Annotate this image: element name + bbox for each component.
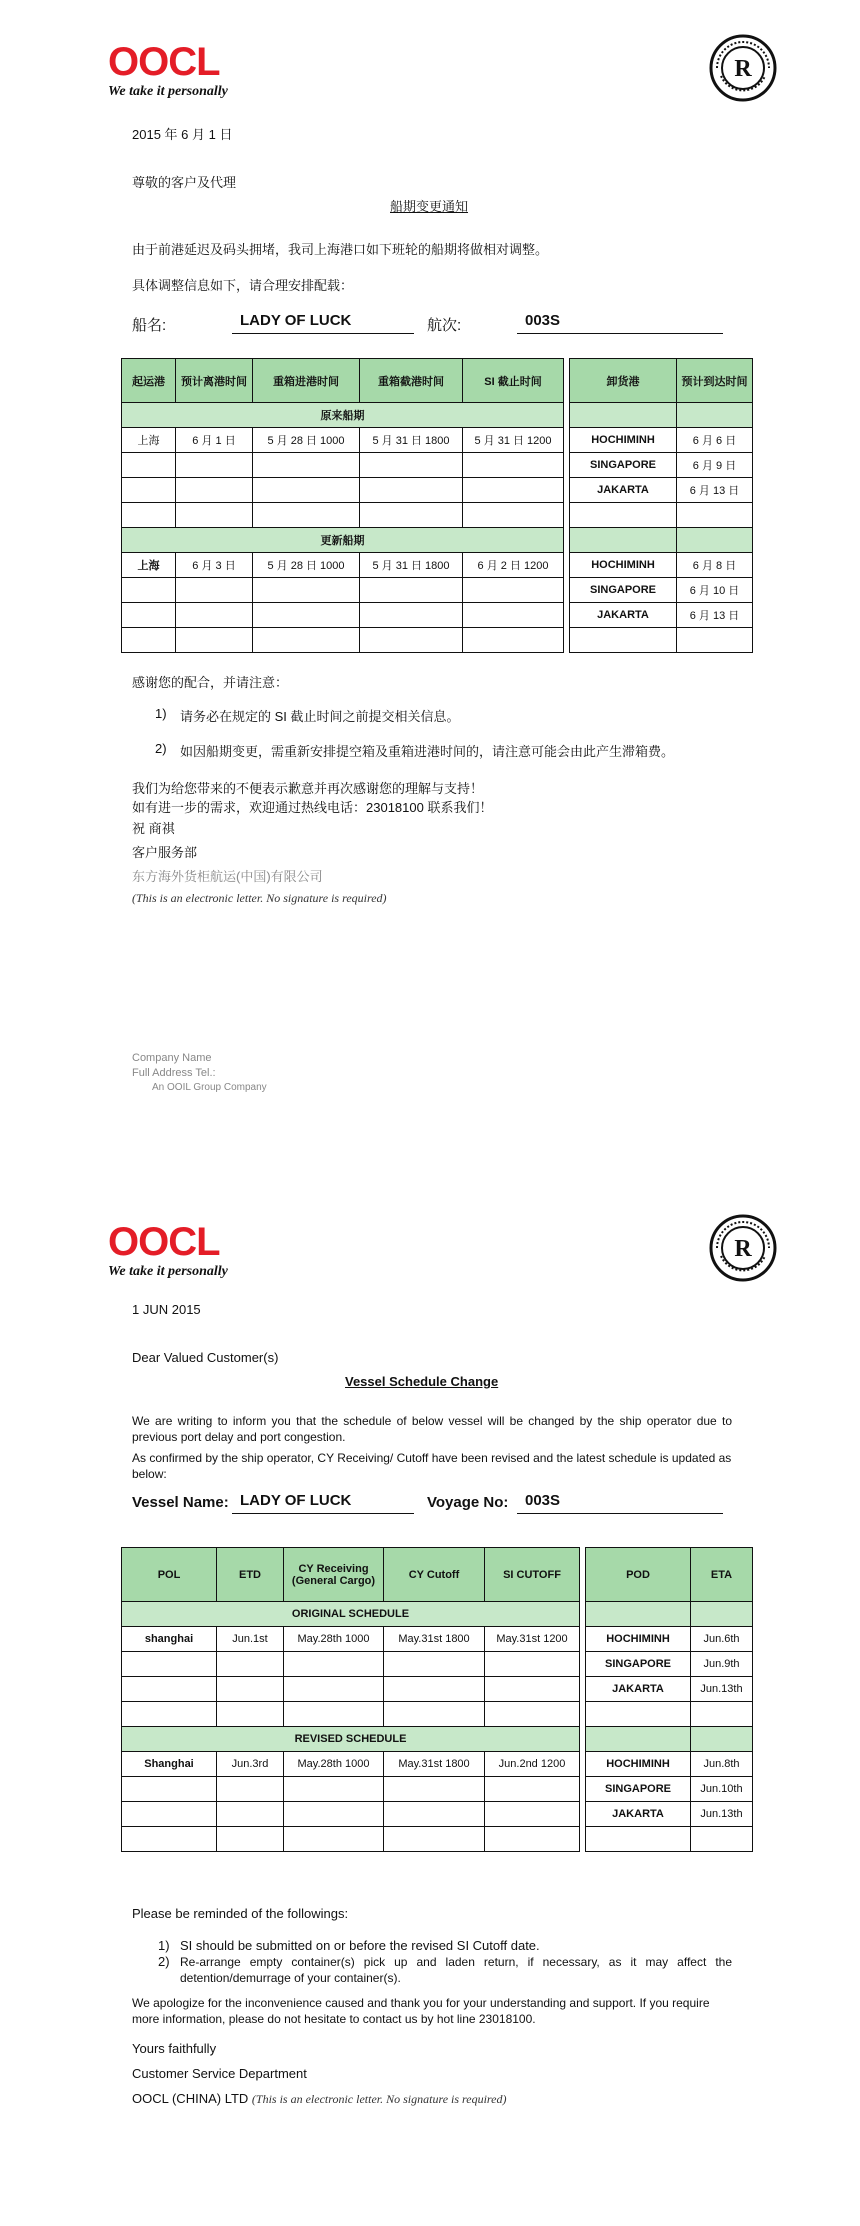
table-cell — [122, 1677, 217, 1702]
schedule-table — [121, 1547, 753, 1852]
table-row — [122, 1627, 753, 1652]
table-cell — [463, 628, 564, 653]
table-cell — [122, 1827, 217, 1852]
table-cell — [570, 628, 677, 653]
schedule-table — [121, 358, 753, 653]
table-cell — [176, 503, 253, 528]
footer-address: Full Address Tel.: — [132, 1067, 216, 1079]
closing-line: 祝 商祺 — [132, 821, 175, 836]
table-row — [122, 603, 753, 628]
column-header: 预计离港时间 — [176, 359, 253, 403]
table-cell — [122, 478, 176, 503]
table-cell — [463, 578, 564, 603]
notice-item-2-text: Re-arrange empty container(s) pick up and laden return, if necessary, as it may affect the detention/demurrage of your container(s). — [180, 1955, 732, 1985]
greeting: Dear Valued Customer(s) — [132, 1350, 279, 1365]
table-cell — [253, 603, 360, 628]
table-cell — [122, 603, 176, 628]
table-row — [122, 553, 753, 578]
section-label: ORIGINAL SCHEDULE — [122, 1602, 580, 1627]
column-header: SI 截止时间 — [463, 359, 564, 403]
table-cell: 5 月 31 日 1800 — [360, 428, 463, 453]
table-cell — [176, 578, 253, 603]
notice-item-1-number: 1) — [155, 706, 167, 721]
table-cell: 5 月 28 日 1000 — [253, 428, 360, 453]
greeting: 尊敬的客户及代理 — [132, 175, 237, 190]
table-cell — [253, 503, 360, 528]
table-cell — [217, 1702, 284, 1727]
table-row — [122, 478, 753, 503]
letter-date: 1 JUN 2015 — [132, 1302, 201, 1317]
table-cell: Jun.13th — [691, 1677, 753, 1702]
section-label: 更新船期 — [122, 528, 564, 553]
vessel-label: 船名: — [132, 317, 167, 334]
table-cell — [360, 503, 463, 528]
table-cell — [284, 1802, 384, 1827]
department-name: Customer Service Department — [132, 2066, 307, 2081]
section-row — [122, 1727, 753, 1752]
table-cell — [691, 1702, 753, 1727]
footer-group: An OOIL Group Company — [152, 1082, 267, 1093]
section-filler — [691, 1727, 753, 1752]
section-row — [122, 528, 753, 553]
table-cell — [122, 1652, 217, 1677]
section-filler — [570, 528, 677, 553]
table-cell: 6 月 3 日 — [176, 553, 253, 578]
table-cell: JAKARTA — [586, 1802, 691, 1827]
table-cell — [122, 1802, 217, 1827]
instruction-paragraph: 具体调整信息如下，请合理安排配载： — [132, 278, 354, 293]
table-cell: HOCHIMINH — [570, 553, 677, 578]
notice-item-1-text: 请务必在规定的 SI 截止时间之前提交相关信息。 — [180, 709, 460, 724]
table-row — [122, 628, 753, 653]
table-cell: HOCHIMINH — [586, 1627, 691, 1652]
notice-item-2-text: 如因船期变更，需重新安排提空箱及重箱进港时间的，请注意可能会由此产生滞箱费。 — [180, 744, 675, 759]
signature-line — [132, 2091, 506, 2107]
table-cell — [284, 1677, 384, 1702]
oocl-logo — [108, 42, 248, 100]
table-cell — [485, 1652, 580, 1677]
column-header: SI CUTOFF — [485, 1548, 580, 1602]
table-row — [122, 1802, 753, 1827]
table-cell: 5 月 31 日 1800 — [360, 553, 463, 578]
table-cell — [691, 1827, 753, 1852]
table-cell: 6 月 10 日 — [677, 578, 753, 603]
section-filler — [691, 1602, 753, 1627]
table-cell — [360, 478, 463, 503]
electronic-signature-note: (This is an electronic letter. No signature is required) — [132, 891, 387, 905]
table-cell — [485, 1702, 580, 1727]
table-cell: May.31st 1800 — [384, 1627, 485, 1652]
logo-tagline: We take it personally — [108, 1264, 228, 1279]
table-cell — [677, 628, 753, 653]
table-cell — [122, 578, 176, 603]
vessel-name: LADY OF LUCK — [232, 1492, 414, 1514]
table-cell: Jun.2nd 1200 — [485, 1752, 580, 1777]
column-header: POD — [586, 1548, 691, 1602]
column-header: CY Cutoff — [384, 1548, 485, 1602]
table-cell: 上海 — [122, 428, 176, 453]
letter-date: 2015 年 6 月 1 日 — [132, 127, 233, 142]
table-cell — [586, 1827, 691, 1852]
table-cell: Jun.9th — [691, 1652, 753, 1677]
table-cell: May.31st 1800 — [384, 1752, 485, 1777]
column-header: CY Receiving (General Cargo) — [284, 1548, 384, 1602]
table-row — [122, 1652, 753, 1677]
table-cell: HOCHIMINH — [570, 428, 677, 453]
table-cell — [217, 1827, 284, 1852]
column-header: POL — [122, 1548, 217, 1602]
table-cell — [217, 1677, 284, 1702]
section-filler — [677, 528, 753, 553]
section-label: 原来船期 — [122, 403, 564, 428]
logo-tagline: We take it personally — [108, 84, 228, 99]
column-header: ETA — [691, 1548, 753, 1602]
table-cell: Jun.6th — [691, 1627, 753, 1652]
table-cell: 5 月 31 日 1200 — [463, 428, 564, 453]
table-cell: 上海 — [122, 553, 176, 578]
table-cell — [176, 628, 253, 653]
table-cell: Jun.8th — [691, 1752, 753, 1777]
intro-paragraph: We are writing to inform you that the schedule of below vessel will be changed by the ship operator due to previous port delay and port congestion. — [132, 1414, 732, 1444]
table-cell: Jun.13th — [691, 1802, 753, 1827]
table-row — [122, 453, 753, 478]
apology-line: 我们为给您带来的不便表示歉意并再次感谢您的理解与支持！ — [132, 781, 484, 796]
table-cell: JAKARTA — [570, 478, 677, 503]
intro-paragraph: 由于前港延迟及码头拥堵，我司上海港口如下班轮的船期将做相对调整。 — [132, 242, 549, 257]
table-cell: shanghai — [122, 1627, 217, 1652]
table-cell — [284, 1827, 384, 1852]
table-cell — [253, 628, 360, 653]
table-cell — [384, 1777, 485, 1802]
column-header: 重箱进港时间 — [253, 359, 360, 403]
table-cell — [463, 478, 564, 503]
section-label: REVISED SCHEDULE — [122, 1727, 580, 1752]
table-cell — [217, 1777, 284, 1802]
table-row — [122, 428, 753, 453]
notice-item-1-number: 1) — [158, 1938, 170, 1953]
table-cell: Jun.3rd — [217, 1752, 284, 1777]
table-cell — [360, 578, 463, 603]
voyage-number: 003S — [517, 1492, 723, 1514]
table-cell — [570, 503, 677, 528]
section-filler — [586, 1727, 691, 1752]
voyage-label: Voyage No: — [427, 1494, 509, 1511]
closing-line: Yours faithfully — [132, 2041, 217, 2056]
table-cell — [485, 1677, 580, 1702]
table-cell — [360, 603, 463, 628]
column-header: ETD — [217, 1548, 284, 1602]
table-cell — [284, 1702, 384, 1727]
notice-item-1-text: SI should be submitted on or before the revised SI Cutoff date. — [180, 1938, 540, 1953]
table-cell: 6 月 8 日 — [677, 553, 753, 578]
table-row — [122, 1752, 753, 1777]
table-cell — [122, 453, 176, 478]
logo-wordmark: OOCL — [108, 1220, 220, 1264]
table-cell — [217, 1802, 284, 1827]
table-cell — [384, 1677, 485, 1702]
contact-line: 如有进一步的需求，欢迎通过热线电话：23018100 联系我们！ — [132, 800, 493, 815]
table-cell — [384, 1702, 485, 1727]
table-cell — [463, 603, 564, 628]
table-cell — [463, 453, 564, 478]
table-cell: Jun.10th — [691, 1777, 753, 1802]
logo-wordmark: OOCL — [108, 40, 220, 84]
lloyds-register-seal — [709, 34, 777, 102]
oocl-logo — [108, 1222, 248, 1280]
table-cell: SINGAPORE — [586, 1777, 691, 1802]
column-header: 重箱截港时间 — [360, 359, 463, 403]
table-cell: SINGAPORE — [570, 453, 677, 478]
apology-paragraph: We apologize for the inconvenience caused and thank you for your understanding and support. If you require more information, please do not hesitate to contact us by hot line 23018100. — [132, 1996, 710, 2026]
table-cell — [485, 1777, 580, 1802]
table-header-row — [122, 359, 753, 403]
vessel-name: LADY OF LUCK — [232, 312, 414, 334]
table-cell — [176, 453, 253, 478]
table-cell: 6 月 2 日 1200 — [463, 553, 564, 578]
section-filler — [570, 403, 677, 428]
lloyds-register-seal — [709, 1214, 777, 1282]
letter-title: 船期变更通知 — [390, 199, 469, 214]
table-row — [122, 578, 753, 603]
table-cell — [253, 478, 360, 503]
table-cell: SINGAPORE — [570, 578, 677, 603]
table-cell — [284, 1777, 384, 1802]
table-cell — [677, 503, 753, 528]
table-cell — [122, 1702, 217, 1727]
table-cell — [586, 1702, 691, 1727]
table-cell: 6 月 6 日 — [677, 428, 753, 453]
notice-item-2-number: 2) — [155, 741, 167, 756]
column-header: 起运港 — [122, 359, 176, 403]
table-cell: 6 月 13 日 — [677, 603, 753, 628]
table-header-row — [122, 1548, 753, 1602]
svg-text:R: R — [734, 1236, 752, 1262]
table-cell: Shanghai — [122, 1752, 217, 1777]
notice-item-2-number: 2) — [158, 1954, 170, 1969]
table-cell: HOCHIMINH — [586, 1752, 691, 1777]
schedule-table-body — [122, 1548, 753, 1852]
notice-heading: 感谢您的配合，并请注意： — [132, 675, 289, 690]
table-cell: May.31st 1200 — [485, 1627, 580, 1652]
company-name: OOCL (CHINA) LTD — [132, 2091, 249, 2106]
table-cell: Jun.1st — [217, 1627, 284, 1652]
footer-company: Company Name — [132, 1052, 212, 1064]
schedule-table-body — [122, 359, 753, 653]
table-row — [122, 1677, 753, 1702]
table-cell — [485, 1802, 580, 1827]
column-header: 预计到达时间 — [677, 359, 753, 403]
table-cell: 6 月 13 日 — [677, 478, 753, 503]
company-name: 东方海外货柜航运(中国)有限公司 — [132, 869, 323, 884]
table-cell: JAKARTA — [586, 1677, 691, 1702]
table-cell — [284, 1652, 384, 1677]
table-row — [122, 1702, 753, 1727]
letter-page-english — [0, 1190, 860, 2226]
table-cell: May.28th 1000 — [284, 1752, 384, 1777]
table-cell: May.28th 1000 — [284, 1627, 384, 1652]
letter-title: Vessel Schedule Change — [345, 1374, 499, 1389]
svg-text:R: R — [734, 56, 752, 82]
vessel-label: Vessel Name: — [132, 1494, 229, 1511]
table-cell — [176, 478, 253, 503]
table-cell — [253, 453, 360, 478]
table-cell — [122, 1777, 217, 1802]
table-cell — [463, 503, 564, 528]
voyage-label: 航次: — [427, 317, 462, 334]
section-filler — [677, 403, 753, 428]
table-cell: 5 月 28 日 1000 — [253, 553, 360, 578]
table-cell — [384, 1652, 485, 1677]
table-cell — [360, 628, 463, 653]
table-cell — [122, 628, 176, 653]
table-cell — [384, 1827, 485, 1852]
table-cell — [360, 453, 463, 478]
table-row — [122, 1777, 753, 1802]
table-cell: JAKARTA — [570, 603, 677, 628]
section-filler — [586, 1602, 691, 1627]
instruction-paragraph: As confirmed by the ship operator, CY Receiving/ Cutoff have been revised and the latest schedule is updated as below: — [132, 1451, 732, 1481]
table-cell: SINGAPORE — [586, 1652, 691, 1677]
section-row — [122, 1602, 753, 1627]
table-cell: 6 月 9 日 — [677, 453, 753, 478]
notice-heading: Please be reminded of the followings: — [132, 1906, 349, 1921]
table-cell — [485, 1827, 580, 1852]
department-name: 客户服务部 — [132, 845, 198, 860]
table-cell — [384, 1802, 485, 1827]
table-row — [122, 503, 753, 528]
table-cell — [122, 503, 176, 528]
section-row — [122, 403, 753, 428]
table-cell — [176, 603, 253, 628]
table-cell — [253, 578, 360, 603]
table-cell — [217, 1652, 284, 1677]
table-row — [122, 1827, 753, 1852]
column-header: 卸货港 — [570, 359, 677, 403]
table-cell: 6 月 1 日 — [176, 428, 253, 453]
electronic-signature-note: (This is an electronic letter. No signature is required) — [251, 2092, 507, 2106]
voyage-number: 003S — [517, 312, 723, 334]
